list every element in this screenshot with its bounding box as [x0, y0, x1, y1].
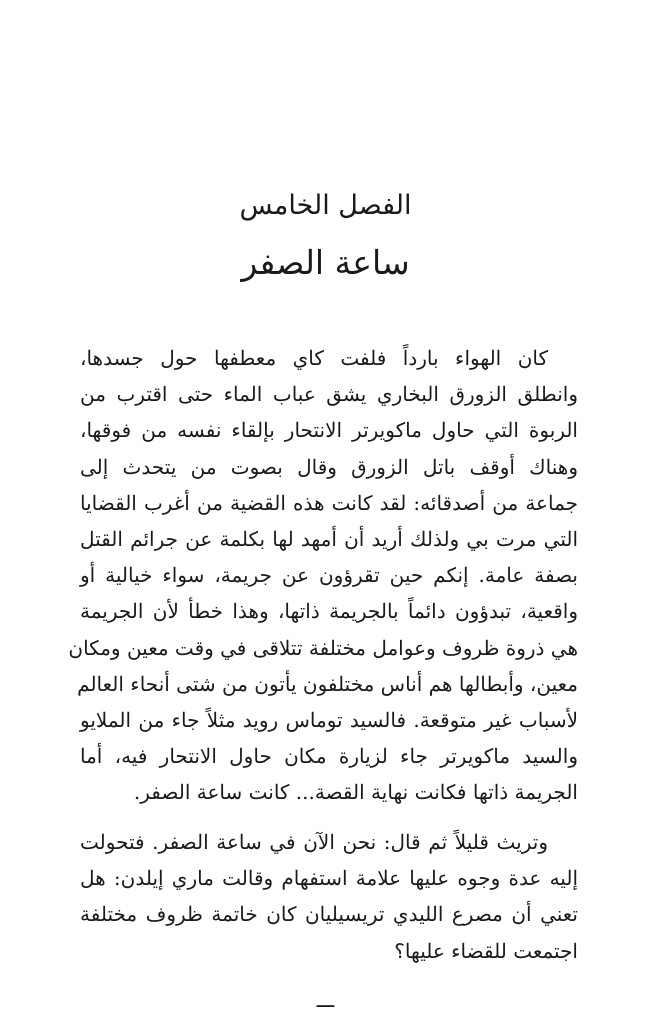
paragraph-line: إليه عدة وجوه عليها علامة استفهام وقالت ماري إيلدن: هل: [80, 866, 578, 891]
paragraph-line: وتريث قليلاً ثم قال: نحن الآن في ساعة الصفر. فتحولت: [80, 830, 548, 854]
paragraph-line: كان الهواء بارداً فلفت كاي معطفها حول جسدها،: [80, 346, 548, 370]
chapter-number-heading: الفصل الخامس: [239, 190, 412, 221]
paragraph-line: تعني أن مصرع الليدي تريسيليان كان خاتمة ظروف مختلفة: [80, 902, 578, 927]
paragraph-line: الجريمة ذاتها فكانت نهاية القصة... كانت ساعة الصفر.: [133, 780, 578, 805]
paragraph-2: [80, 824, 578, 969]
paragraph-line: معين، وأبطالها هم أناس مختلفون يأتون من شتى أنحاء العالم: [77, 671, 578, 696]
paragraph-line: التي مرت بي ولذلك أريد أن أمهد لها بكلمة عن جرائم القتل: [80, 526, 579, 551]
chapter-title-heading: ساعة الصفر: [241, 243, 410, 282]
paragraph-line: واقعية، تبدؤون دائماً بالجريمة ذاتها، وهذا خطأ لأن الجريمة: [80, 599, 578, 624]
paragraph-line: وانطلق الزورق البخاري يشق عباب الماء حتى اقترب من: [80, 382, 578, 407]
page-bottom-fragment: ـــ: [316, 988, 335, 1012]
paragraph-line: هي ذروة ظروف وعوامل مختلفة تتلاقى في وقت معين ومكان: [68, 635, 578, 660]
paragraph-line: اجتمعت للقضاء عليها؟: [394, 938, 578, 963]
paragraph-line: بصفة عامة. إنكم حين تقرؤون عن جريمة، سواء خيالية أو: [80, 563, 578, 588]
paragraph-line: الربوة التي حاول ماكويرتر الانتحار بإلقاء نفسه من فوقها،: [80, 418, 578, 443]
paragraph-line: لأسباب غير متوقعة. فالسيد توماس رويد مثلاً جاء من الملايو: [80, 707, 578, 732]
paragraph-line: جماعة من أصدقائه: لقد كانت هذه القضية من أغرب القضايا: [80, 490, 578, 515]
paragraph-1: [68, 340, 579, 810]
paragraph-line: وهناك أوقف باتل الزورق وقال بصوت من يتحدث إلى: [80, 454, 578, 479]
paragraph-line: والسيد ماكويرتر جاء لزيارة مكان حاول الانتحار فيه، أما: [80, 744, 578, 769]
